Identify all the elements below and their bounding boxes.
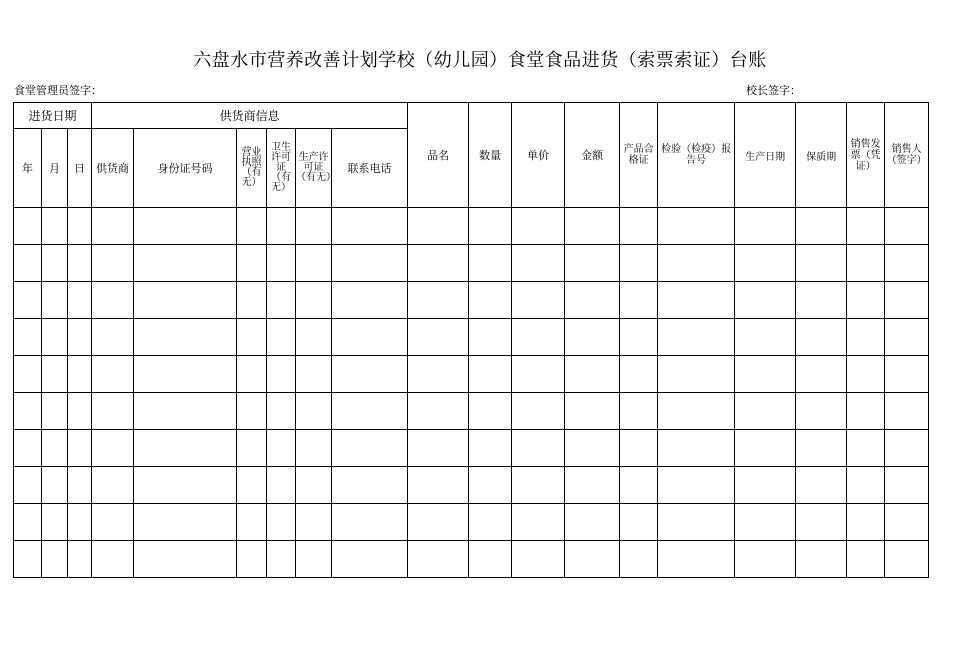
table-cell[interactable] xyxy=(885,208,929,245)
table-cell[interactable] xyxy=(267,430,296,467)
table-cell[interactable] xyxy=(565,356,620,393)
table-cell[interactable] xyxy=(796,356,847,393)
table-cell[interactable] xyxy=(512,245,565,282)
header-shelf-life: 保质期 xyxy=(796,103,847,208)
table-row xyxy=(14,208,929,245)
table-cell[interactable] xyxy=(620,208,658,245)
table-cell[interactable] xyxy=(885,245,929,282)
table-cell[interactable] xyxy=(134,430,237,467)
table-cell[interactable] xyxy=(267,245,296,282)
table-cell[interactable] xyxy=(885,319,929,356)
table-cell[interactable] xyxy=(237,208,267,245)
table-cell[interactable] xyxy=(92,245,134,282)
table-cell[interactable] xyxy=(42,245,68,282)
table-cell[interactable] xyxy=(42,467,68,504)
table-cell[interactable] xyxy=(267,208,296,245)
table-cell[interactable] xyxy=(565,319,620,356)
table-row xyxy=(14,430,929,467)
purchase-ledger-table xyxy=(13,102,929,578)
table-cell[interactable] xyxy=(92,319,134,356)
header-quantity: 数量 xyxy=(469,103,512,208)
table-cell[interactable] xyxy=(237,319,267,356)
table-cell[interactable] xyxy=(332,467,408,504)
table-cell[interactable] xyxy=(68,208,92,245)
table-cell[interactable] xyxy=(796,467,847,504)
header-business-license: 营业执照（有无） xyxy=(237,129,267,208)
table-cell[interactable] xyxy=(735,393,796,430)
header-month: 月 xyxy=(42,129,68,208)
table-cell[interactable] xyxy=(332,541,408,578)
table-cell[interactable] xyxy=(92,208,134,245)
table-cell[interactable] xyxy=(620,282,658,319)
table-cell[interactable] xyxy=(620,430,658,467)
table-cell[interactable] xyxy=(237,430,267,467)
table-cell[interactable] xyxy=(658,504,735,541)
table-cell[interactable] xyxy=(14,467,42,504)
table-cell[interactable] xyxy=(408,356,469,393)
table-cell[interactable] xyxy=(296,393,332,430)
table-cell[interactable] xyxy=(735,430,796,467)
table-cell[interactable] xyxy=(237,467,267,504)
table-cell[interactable] xyxy=(68,245,92,282)
table-cell[interactable] xyxy=(68,393,92,430)
table-cell[interactable] xyxy=(332,282,408,319)
table-cell[interactable] xyxy=(620,319,658,356)
table-cell[interactable] xyxy=(332,208,408,245)
table-cell[interactable] xyxy=(847,319,885,356)
table-cell[interactable] xyxy=(68,541,92,578)
table-cell[interactable] xyxy=(796,208,847,245)
table-cell[interactable] xyxy=(512,356,565,393)
table-cell[interactable] xyxy=(42,393,68,430)
table-cell[interactable] xyxy=(134,319,237,356)
table-cell[interactable] xyxy=(332,245,408,282)
header-inspection-report-number: 检验（检疫）报告号 xyxy=(658,103,735,208)
table-cell[interactable] xyxy=(42,319,68,356)
table-cell[interactable] xyxy=(134,541,237,578)
table-cell[interactable] xyxy=(296,467,332,504)
table-cell[interactable] xyxy=(796,430,847,467)
header-product-name: 品名 xyxy=(408,103,469,208)
table-cell[interactable] xyxy=(847,541,885,578)
table-cell[interactable] xyxy=(565,393,620,430)
table-cell[interactable] xyxy=(237,245,267,282)
table-cell[interactable] xyxy=(14,356,42,393)
table-row xyxy=(14,467,929,504)
table-cell[interactable] xyxy=(847,208,885,245)
table-cell[interactable] xyxy=(68,356,92,393)
header-health-permit: 卫生许可证（有无） xyxy=(267,129,296,208)
header-sales-invoice: 销售发票（凭证） xyxy=(847,103,885,208)
table-cell[interactable] xyxy=(267,393,296,430)
table-cell[interactable] xyxy=(134,245,237,282)
table-cell[interactable] xyxy=(469,282,512,319)
table-cell[interactable] xyxy=(658,208,735,245)
table-cell[interactable] xyxy=(296,208,332,245)
table-cell[interactable] xyxy=(847,430,885,467)
header-id-number: 身份证号码 xyxy=(134,129,237,208)
table-cell[interactable] xyxy=(237,282,267,319)
table-cell[interactable] xyxy=(92,356,134,393)
table-cell[interactable] xyxy=(237,393,267,430)
header-production-date: 生产日期 xyxy=(735,103,796,208)
table-cell[interactable] xyxy=(469,208,512,245)
table-cell[interactable] xyxy=(735,467,796,504)
table-cell[interactable] xyxy=(332,319,408,356)
header-supplier: 供货商 xyxy=(92,129,134,208)
table-cell[interactable] xyxy=(68,430,92,467)
table-cell[interactable] xyxy=(796,504,847,541)
header-day: 日 xyxy=(68,129,92,208)
table-cell[interactable] xyxy=(134,356,237,393)
table-cell[interactable] xyxy=(469,467,512,504)
table-cell[interactable] xyxy=(68,467,92,504)
table-cell[interactable] xyxy=(847,282,885,319)
table-cell[interactable] xyxy=(237,356,267,393)
table-cell[interactable] xyxy=(658,430,735,467)
table-cell[interactable] xyxy=(658,541,735,578)
table-row xyxy=(14,319,929,356)
table-cell[interactable] xyxy=(885,541,929,578)
table-cell[interactable] xyxy=(237,541,267,578)
table-cell[interactable] xyxy=(735,208,796,245)
table-cell[interactable] xyxy=(847,504,885,541)
table-cell[interactable] xyxy=(796,319,847,356)
header-seller-signature: 销售人（签字） xyxy=(885,103,929,208)
table-row xyxy=(14,282,929,319)
table-cell[interactable] xyxy=(14,208,42,245)
table-cell[interactable] xyxy=(14,393,42,430)
table-cell[interactable] xyxy=(658,356,735,393)
table-cell[interactable] xyxy=(512,282,565,319)
table-cell[interactable] xyxy=(14,541,42,578)
header-purchase-date-group: 进货日期 xyxy=(14,103,92,129)
table-cell[interactable] xyxy=(92,282,134,319)
table-cell[interactable] xyxy=(735,282,796,319)
table-cell[interactable] xyxy=(134,504,237,541)
table-cell[interactable] xyxy=(267,467,296,504)
table-cell[interactable] xyxy=(565,208,620,245)
table-cell[interactable] xyxy=(512,208,565,245)
table-cell[interactable] xyxy=(885,282,929,319)
header-supplier-info-group: 供货商信息 xyxy=(92,103,408,129)
table-cell[interactable] xyxy=(658,467,735,504)
table-cell[interactable] xyxy=(658,245,735,282)
table-cell[interactable] xyxy=(237,504,267,541)
table-cell[interactable] xyxy=(42,504,68,541)
header-product-certificate: 产品合格证 xyxy=(620,103,658,208)
header-unit-price: 单价 xyxy=(512,103,565,208)
table-cell[interactable] xyxy=(332,504,408,541)
table-cell[interactable] xyxy=(735,319,796,356)
table-cell[interactable] xyxy=(885,430,929,467)
table-cell[interactable] xyxy=(796,541,847,578)
table-cell[interactable] xyxy=(620,245,658,282)
table-cell[interactable] xyxy=(512,504,565,541)
table-cell[interactable] xyxy=(42,208,68,245)
table-cell[interactable] xyxy=(847,356,885,393)
table-cell[interactable] xyxy=(14,319,42,356)
table-cell[interactable] xyxy=(469,319,512,356)
table-row xyxy=(14,356,929,393)
table-cell[interactable] xyxy=(408,541,469,578)
table-cell[interactable] xyxy=(620,393,658,430)
table-cell[interactable] xyxy=(134,467,237,504)
table-cell[interactable] xyxy=(14,245,42,282)
table-cell[interactable] xyxy=(267,356,296,393)
table-cell[interactable] xyxy=(796,245,847,282)
table-cell[interactable] xyxy=(796,282,847,319)
table-cell[interactable] xyxy=(565,467,620,504)
document-title: 六盘水市营养改善计划学校（幼儿园）食堂食品进货（索票索证）台账 xyxy=(193,50,767,71)
table-cell[interactable] xyxy=(92,393,134,430)
header-amount: 金额 xyxy=(565,103,620,208)
table-cell[interactable] xyxy=(735,245,796,282)
table-cell[interactable] xyxy=(512,541,565,578)
table-cell[interactable] xyxy=(847,467,885,504)
table-cell[interactable] xyxy=(408,430,469,467)
table-cell[interactable] xyxy=(885,504,929,541)
table-cell[interactable] xyxy=(847,245,885,282)
table-cell[interactable] xyxy=(332,393,408,430)
table-cell[interactable] xyxy=(565,245,620,282)
table-cell[interactable] xyxy=(68,319,92,356)
table-cell[interactable] xyxy=(332,356,408,393)
table-cell[interactable] xyxy=(134,393,237,430)
table-cell[interactable] xyxy=(512,319,565,356)
table-cell[interactable] xyxy=(296,541,332,578)
table-cell[interactable] xyxy=(14,504,42,541)
canteen-manager-signature-label: 食堂管理员签字： xyxy=(14,84,102,97)
table-cell[interactable] xyxy=(469,356,512,393)
table-cell[interactable] xyxy=(512,430,565,467)
table-cell[interactable] xyxy=(735,541,796,578)
table-cell[interactable] xyxy=(14,430,42,467)
table-cell[interactable] xyxy=(565,541,620,578)
table-cell[interactable] xyxy=(885,467,929,504)
table-cell[interactable] xyxy=(885,356,929,393)
table-cell[interactable] xyxy=(134,282,237,319)
table-cell[interactable] xyxy=(92,430,134,467)
ledger-body xyxy=(14,208,929,578)
table-cell[interactable] xyxy=(408,208,469,245)
table-cell[interactable] xyxy=(565,282,620,319)
header-contact-phone: 联系电话 xyxy=(332,129,408,208)
table-cell[interactable] xyxy=(296,356,332,393)
table-cell[interactable] xyxy=(408,245,469,282)
table-cell[interactable] xyxy=(14,282,42,319)
table-cell[interactable] xyxy=(332,430,408,467)
table-cell[interactable] xyxy=(42,282,68,319)
header-production-permit: 生产许可证（有无） xyxy=(296,129,332,208)
principal-signature-label: 校长签字： xyxy=(746,84,801,97)
table-cell[interactable] xyxy=(296,504,332,541)
table-cell[interactable] xyxy=(408,467,469,504)
table-cell[interactable] xyxy=(735,356,796,393)
table-cell[interactable] xyxy=(796,393,847,430)
table-cell[interactable] xyxy=(620,467,658,504)
table-cell[interactable] xyxy=(620,541,658,578)
table-cell[interactable] xyxy=(42,356,68,393)
table-cell[interactable] xyxy=(658,319,735,356)
table-cell[interactable] xyxy=(469,504,512,541)
table-cell[interactable] xyxy=(658,393,735,430)
table-row xyxy=(14,541,929,578)
table-cell[interactable] xyxy=(469,393,512,430)
table-cell[interactable] xyxy=(68,504,92,541)
table-cell[interactable] xyxy=(620,356,658,393)
table-cell[interactable] xyxy=(512,467,565,504)
table-cell[interactable] xyxy=(92,504,134,541)
table-cell[interactable] xyxy=(408,282,469,319)
table-cell[interactable] xyxy=(296,430,332,467)
table-cell[interactable] xyxy=(408,319,469,356)
table-cell[interactable] xyxy=(92,467,134,504)
table-cell[interactable] xyxy=(267,282,296,319)
table-cell[interactable] xyxy=(735,504,796,541)
table-cell[interactable] xyxy=(469,430,512,467)
table-row xyxy=(14,245,929,282)
table-cell[interactable] xyxy=(42,430,68,467)
table-cell[interactable] xyxy=(408,393,469,430)
header-year: 年 xyxy=(14,129,42,208)
table-cell[interactable] xyxy=(512,393,565,430)
table-cell[interactable] xyxy=(267,504,296,541)
table-cell[interactable] xyxy=(565,430,620,467)
table-cell[interactable] xyxy=(658,282,735,319)
table-row xyxy=(14,393,929,430)
table-cell[interactable] xyxy=(68,282,92,319)
table-cell[interactable] xyxy=(92,541,134,578)
table-cell[interactable] xyxy=(469,541,512,578)
table-cell[interactable] xyxy=(620,504,658,541)
table-cell[interactable] xyxy=(885,393,929,430)
table-cell[interactable] xyxy=(134,208,237,245)
table-row xyxy=(14,504,929,541)
table-cell[interactable] xyxy=(565,504,620,541)
table-cell[interactable] xyxy=(296,282,332,319)
table-cell[interactable] xyxy=(267,541,296,578)
table-cell[interactable] xyxy=(847,393,885,430)
table-cell[interactable] xyxy=(408,504,469,541)
table-cell[interactable] xyxy=(42,541,68,578)
table-cell[interactable] xyxy=(296,245,332,282)
table-cell[interactable] xyxy=(469,245,512,282)
table-cell[interactable] xyxy=(296,319,332,356)
table-cell[interactable] xyxy=(267,319,296,356)
